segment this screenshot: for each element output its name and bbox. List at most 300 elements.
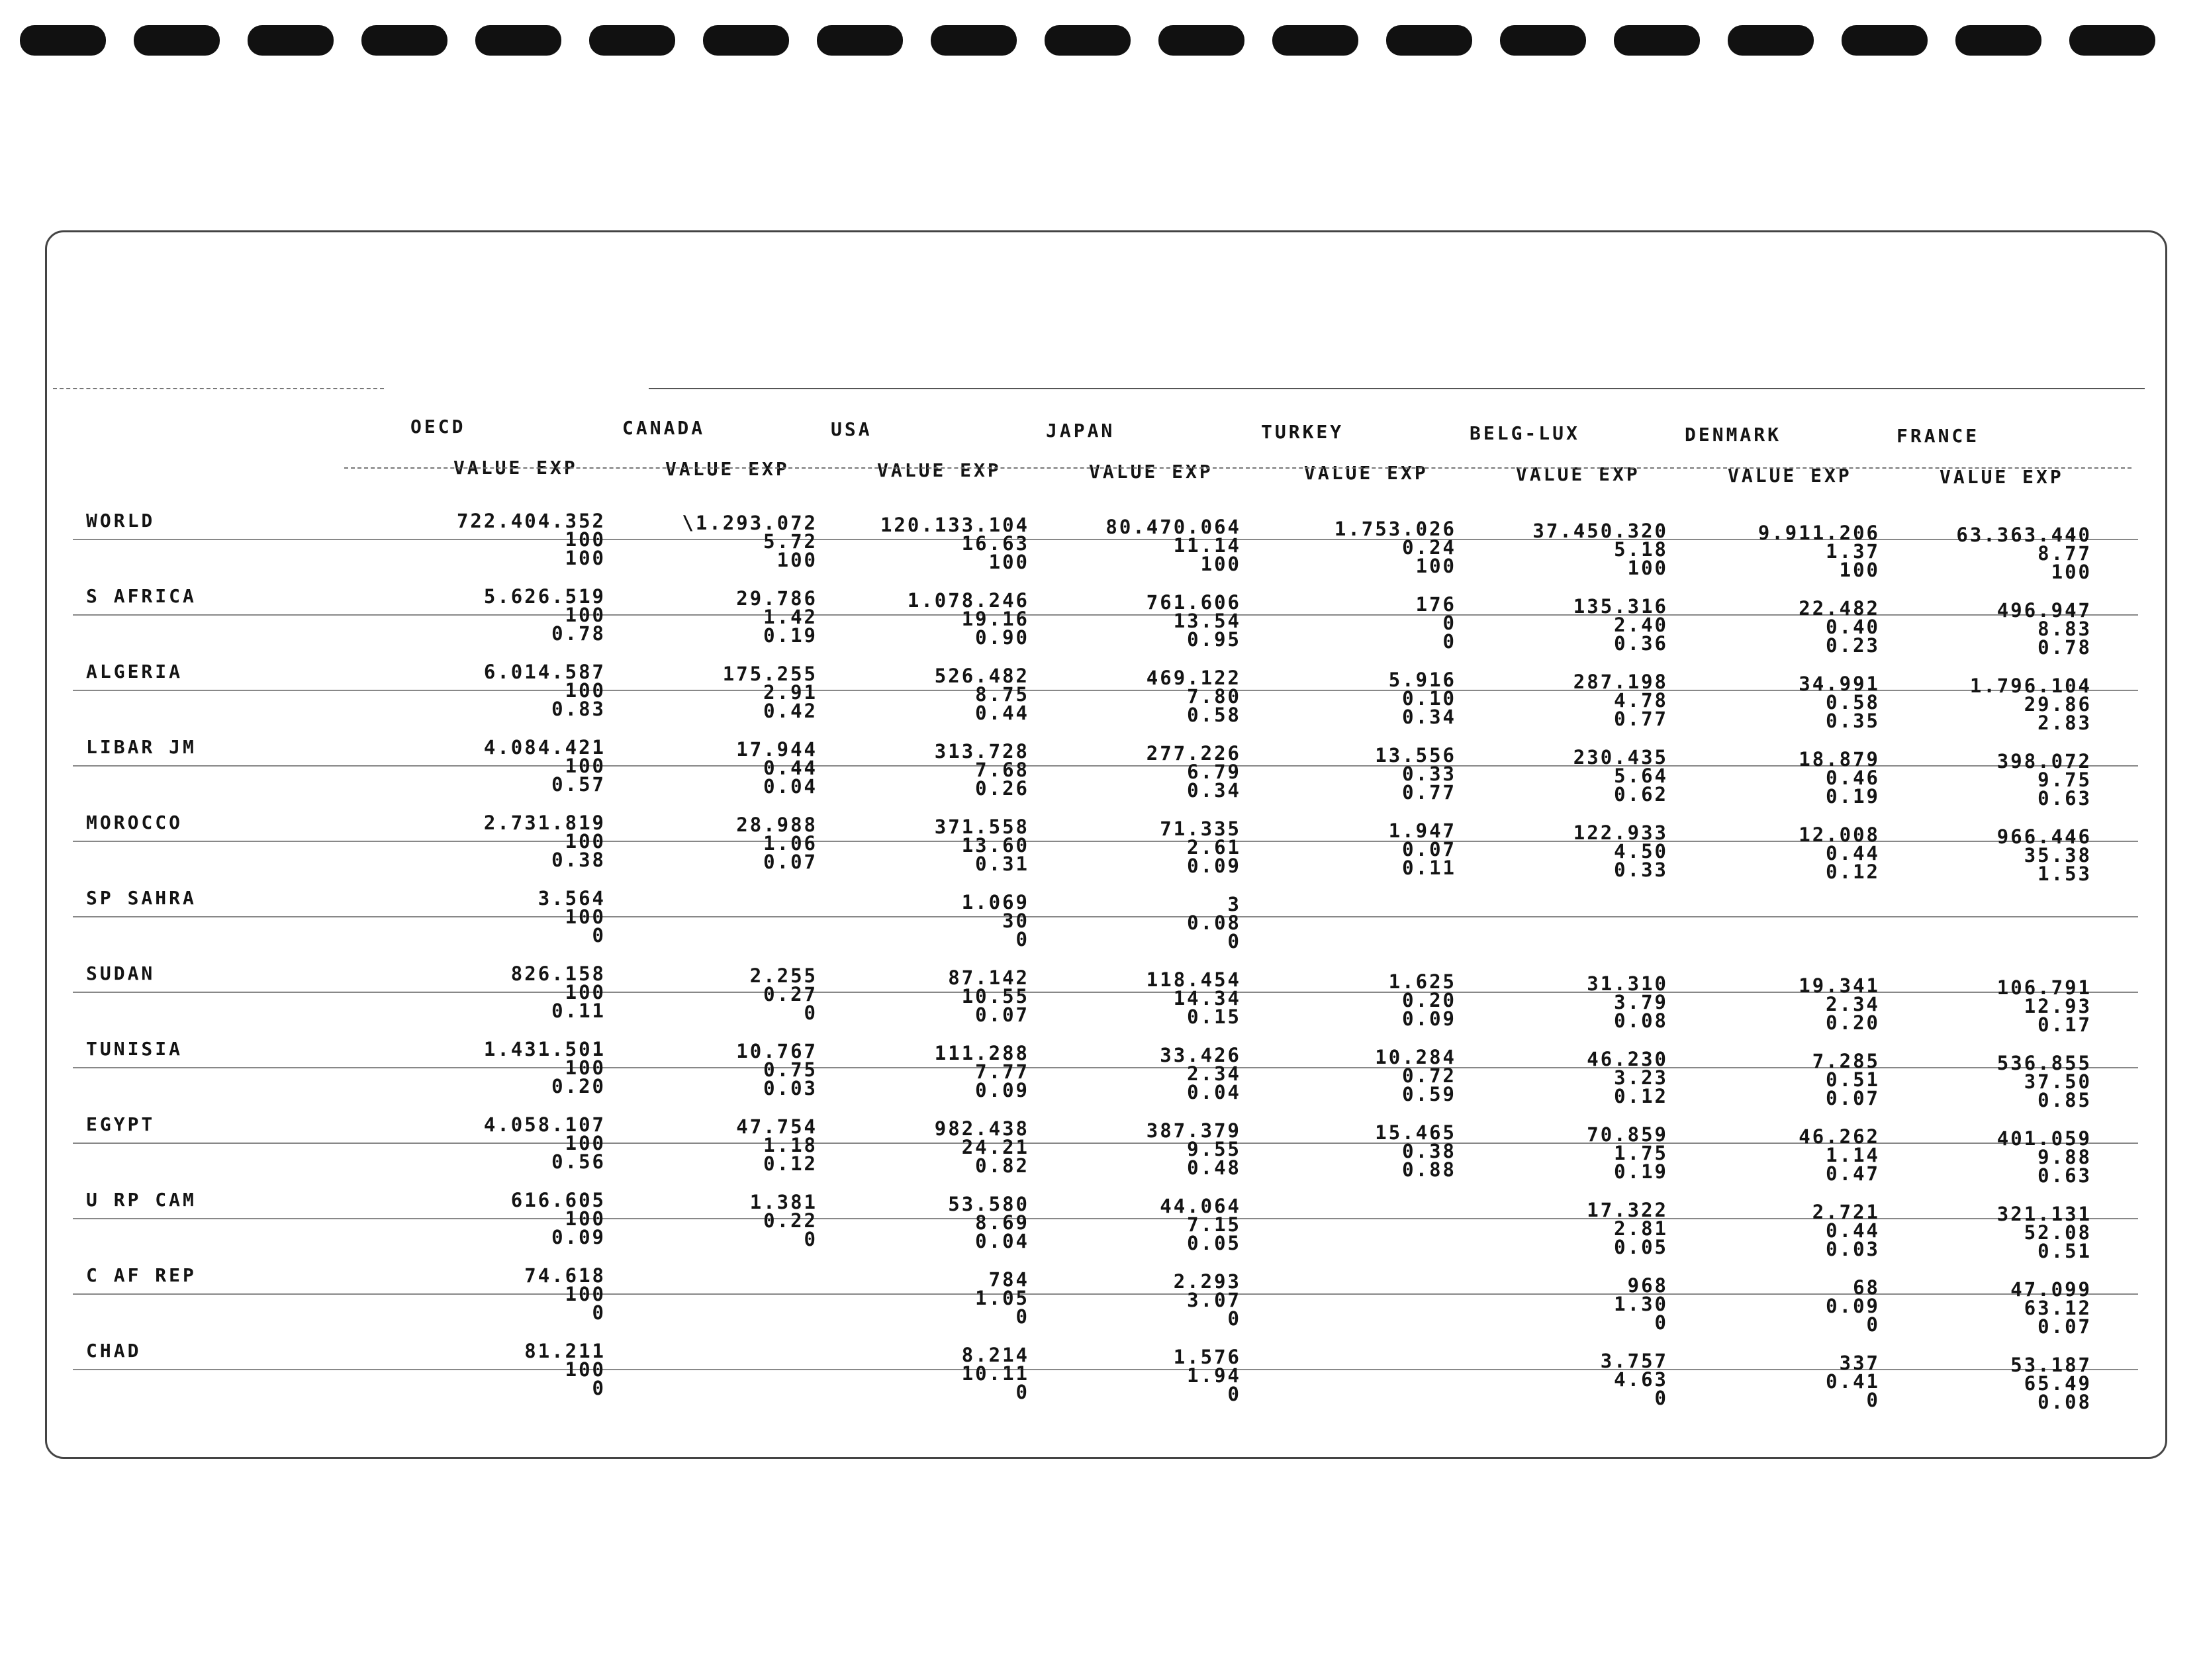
share-of-reporter: 0.35	[1826, 710, 1880, 732]
share-of-partner: 9.75	[2037, 769, 2092, 791]
export-value: 10.284	[1375, 1046, 1456, 1068]
share-of-partner: 2.40	[1614, 614, 1668, 636]
export-value: 1.381	[749, 1191, 818, 1213]
share-of-partner: 9.55	[1187, 1138, 1241, 1160]
share-of-reporter: 0.59	[1402, 1083, 1456, 1105]
perforation-hole	[1500, 25, 1586, 56]
export-value: 122.933	[1573, 821, 1668, 844]
share-of-reporter: 0.34	[1402, 706, 1456, 728]
share-of-partner: 11.14	[1173, 534, 1241, 557]
export-value: 120.133.104	[880, 514, 1029, 536]
export-value: 722.404.352	[456, 510, 606, 532]
share-of-reporter: 0.62	[1614, 783, 1668, 806]
share-of-partner: 7.68	[975, 759, 1029, 781]
perforation-hole	[134, 25, 220, 56]
export-value: 1.069	[961, 891, 1029, 913]
partner-country: CHAD	[86, 1340, 142, 1362]
share-of-reporter: 0.23	[1826, 634, 1880, 657]
export-value: 31.310	[1587, 972, 1668, 995]
share-of-reporter: 0.77	[1614, 708, 1668, 730]
share-of-partner: 3.79	[1614, 991, 1668, 1013]
share-of-reporter: 0.78	[2037, 636, 2092, 659]
share-of-partner: 1.18	[763, 1134, 818, 1156]
share-of-reporter: 0.20	[551, 1075, 606, 1097]
share-of-partner: 100	[565, 981, 606, 1003]
export-value: 1.796.104	[1969, 675, 2092, 697]
partner-country: TUNISIA	[86, 1038, 183, 1060]
share-of-partner: 0.40	[1826, 616, 1880, 638]
perforation-hole	[1158, 25, 1244, 56]
share-of-reporter: 0.07	[763, 851, 818, 873]
partner-country: SUDAN	[86, 962, 156, 984]
share-of-partner: 5.64	[1614, 765, 1668, 787]
export-value: 1.576	[1173, 1346, 1241, 1368]
share-of-partner: 24.21	[961, 1136, 1029, 1158]
share-of-reporter: 0.33	[1614, 859, 1668, 881]
share-of-reporter: 0.11	[551, 1000, 606, 1022]
share-of-reporter: 0.09	[975, 1079, 1029, 1101]
partner-country: U RP CAM	[86, 1189, 197, 1211]
share-of-reporter: 0.48	[1187, 1156, 1241, 1179]
export-value: 966.446	[1996, 825, 2092, 848]
share-of-partner: 8.75	[975, 683, 1029, 706]
share-of-partner: 1.06	[763, 832, 818, 855]
share-of-reporter: 0.11	[1402, 857, 1456, 879]
export-value: 68	[1853, 1276, 1880, 1299]
reporting-country-oecd: OECD	[410, 416, 466, 438]
share-of-partner: 13.60	[961, 834, 1029, 857]
share-of-reporter: 0.36	[1614, 632, 1668, 655]
export-value: 71.335	[1160, 817, 1241, 840]
export-value: 70.859	[1587, 1123, 1668, 1146]
share-of-reporter: 0.09	[551, 1226, 606, 1248]
export-value: 287.198	[1573, 671, 1668, 693]
share-of-reporter: 0	[592, 1377, 606, 1399]
share-of-partner: 9.88	[2037, 1146, 2092, 1168]
value-exp-header: VALUE EXP	[453, 457, 578, 479]
share-of-partner: 2.34	[1826, 993, 1880, 1015]
export-value: 2.721	[1812, 1201, 1880, 1223]
perforation-hole	[361, 25, 447, 56]
export-value: 337	[1839, 1352, 1880, 1374]
reporting-country-japan: JAPAN	[1046, 420, 1115, 442]
share-of-partner: 8.69	[975, 1211, 1029, 1234]
export-value: 175.255	[722, 663, 818, 685]
export-value: 5.916	[1388, 669, 1456, 691]
share-of-reporter: 0.51	[2037, 1240, 2092, 1262]
export-value: 22.482	[1799, 597, 1880, 620]
share-of-reporter: 0.57	[551, 773, 606, 796]
share-of-reporter: 100	[1627, 557, 1668, 579]
perforation-hole	[1045, 25, 1131, 56]
perforation-hole	[931, 25, 1017, 56]
perforation-hole	[475, 25, 561, 56]
share-of-partner: 6.79	[1187, 761, 1241, 783]
partner-country: MOROCCO	[86, 812, 183, 833]
perforation-strip	[20, 25, 2198, 58]
share-of-partner: 0.09	[1826, 1295, 1880, 1317]
share-of-reporter: 0.83	[551, 698, 606, 720]
export-value: 1.431.501	[483, 1038, 606, 1060]
share-of-reporter: 0.15	[1187, 1005, 1241, 1028]
share-of-partner: 7.15	[1187, 1213, 1241, 1236]
export-value: 63.363.440	[1956, 524, 2092, 546]
share-of-reporter: 0	[804, 1002, 818, 1024]
partner-country: WORLD	[86, 510, 156, 532]
share-of-reporter: 100	[2051, 561, 2092, 583]
share-of-partner: 0.44	[1826, 1219, 1880, 1242]
share-of-reporter: 0	[1866, 1313, 1880, 1336]
share-of-reporter: 0.77	[1402, 781, 1456, 804]
share-of-reporter: 100	[776, 549, 818, 571]
export-value: 53.580	[948, 1193, 1029, 1215]
share-of-reporter: 0.88	[1402, 1158, 1456, 1181]
share-of-partner: 2.81	[1614, 1217, 1668, 1240]
share-of-partner: 10.55	[961, 985, 1029, 1007]
export-value: 37.450.320	[1532, 520, 1668, 542]
share-of-reporter: 0.90	[975, 626, 1029, 649]
share-of-partner: 10.11	[961, 1362, 1029, 1385]
share-of-partner: 7.77	[975, 1060, 1029, 1083]
share-of-partner: 19.16	[961, 608, 1029, 630]
share-of-partner: 0.44	[763, 757, 818, 779]
export-value: 371.558	[934, 816, 1029, 838]
share-of-partner: 12.93	[2024, 995, 2092, 1017]
share-of-partner: 0.44	[1826, 842, 1880, 864]
share-of-reporter: 0.34	[1187, 779, 1241, 802]
reporting-country-turkey: TURKEY	[1261, 421, 1344, 443]
perforation-hole	[1614, 25, 1700, 56]
share-of-reporter: 0.19	[763, 624, 818, 647]
reporting-country-belg-lux: BELG-LUX	[1470, 422, 1580, 444]
export-value: 15.465	[1375, 1121, 1456, 1144]
share-of-reporter: 0.17	[2037, 1013, 2092, 1036]
export-value: 80.470.064	[1105, 516, 1241, 538]
share-of-partner: 1.37	[1826, 540, 1880, 563]
export-value: 8.214	[961, 1344, 1029, 1366]
export-value: 29.786	[736, 587, 818, 610]
share-of-reporter: 0.04	[1187, 1081, 1241, 1103]
perforation-hole	[1955, 25, 2041, 56]
share-of-partner: 4.78	[1614, 689, 1668, 712]
share-of-reporter: 2.83	[2037, 712, 2092, 734]
perforation-hole	[817, 25, 903, 56]
export-value: 230.435	[1573, 746, 1668, 769]
share-of-partner: 0.58	[1826, 691, 1880, 714]
share-of-reporter: 100	[1839, 559, 1880, 581]
export-value: 4.084.421	[483, 736, 606, 759]
share-of-partner: 65.49	[2024, 1372, 2092, 1395]
perforation-hole	[1728, 25, 1814, 56]
share-of-reporter: 0	[1227, 930, 1241, 953]
share-of-reporter: 100	[1415, 555, 1456, 577]
perforation-hole	[2069, 25, 2155, 56]
export-value: 398.072	[1996, 750, 2092, 772]
share-of-partner: 0.33	[1402, 763, 1456, 785]
share-of-reporter: 0.07	[975, 1003, 1029, 1026]
share-of-reporter: 0.78	[551, 622, 606, 645]
export-value: 111.288	[934, 1042, 1029, 1064]
share-of-partner: 4.50	[1614, 840, 1668, 863]
share-of-reporter: 0.85	[2037, 1089, 2092, 1111]
export-value: 5.626.519	[483, 585, 606, 608]
value-exp-header: VALUE EXP	[665, 458, 790, 480]
share-of-reporter: 0.04	[763, 775, 818, 798]
export-value: 761.606	[1146, 591, 1241, 614]
share-of-partner: 0	[1442, 612, 1456, 634]
share-of-reporter: 0.42	[763, 700, 818, 722]
share-of-reporter: 0	[1015, 1381, 1029, 1403]
export-value: 784	[988, 1268, 1029, 1291]
share-of-reporter: 0	[1227, 1307, 1241, 1330]
share-of-partner: 35.38	[2024, 844, 2092, 866]
export-value: 46.262	[1799, 1125, 1880, 1148]
share-of-reporter: 0.63	[2037, 1164, 2092, 1187]
share-of-partner: 37.50	[2024, 1070, 2092, 1093]
share-of-reporter: 0.08	[1614, 1009, 1668, 1032]
export-value: 17.944	[736, 738, 818, 761]
partner-country: S AFRICA	[86, 585, 197, 607]
share-of-partner: 0.24	[1402, 536, 1456, 559]
share-of-partner: 1.42	[763, 606, 818, 628]
share-of-partner: 8.83	[2037, 618, 2092, 640]
export-value: 313.728	[934, 740, 1029, 763]
perforation-hole	[1842, 25, 1928, 56]
export-value: 3.757	[1600, 1350, 1668, 1372]
share-of-partner: 100	[565, 1283, 606, 1305]
value-exp-header: VALUE EXP	[1304, 462, 1428, 484]
share-of-partner: 14.34	[1173, 987, 1241, 1009]
export-value: 321.131	[1996, 1203, 2092, 1225]
share-of-reporter: 0.82	[975, 1154, 1029, 1177]
export-value: 536.855	[1996, 1052, 2092, 1074]
share-of-partner: 2.61	[1187, 836, 1241, 859]
share-of-reporter: 0.58	[1187, 704, 1241, 726]
partner-country: SP SAHRA	[86, 887, 197, 909]
share-of-partner: 30	[1002, 910, 1029, 932]
share-of-reporter: 0	[1866, 1389, 1880, 1411]
export-value: 968	[1627, 1274, 1668, 1297]
share-of-reporter: 0.56	[551, 1150, 606, 1173]
export-value: 81.211	[524, 1340, 606, 1362]
share-of-reporter: 0	[1227, 1383, 1241, 1405]
share-of-reporter: 0	[592, 924, 606, 947]
share-of-partner: 100	[565, 679, 606, 702]
export-value: 28.988	[736, 814, 818, 836]
partner-country: LIBAR JM	[86, 736, 197, 758]
share-of-partner: 16.63	[961, 532, 1029, 555]
export-value: 277.226	[1146, 742, 1241, 765]
share-of-reporter: 0	[804, 1228, 818, 1250]
value-exp-header: VALUE EXP	[1516, 463, 1640, 485]
export-value: 135.316	[1573, 595, 1668, 618]
export-value: \1.293.072	[682, 512, 818, 534]
share-of-reporter: 0.04	[975, 1230, 1029, 1252]
share-of-reporter: 0.03	[1826, 1238, 1880, 1260]
export-value: 34.991	[1799, 673, 1880, 695]
share-of-reporter: 0.19	[1614, 1160, 1668, 1183]
share-of-partner: 3.23	[1614, 1066, 1668, 1089]
export-value: 2.731.819	[483, 812, 606, 834]
share-of-partner: 1.05	[975, 1287, 1029, 1309]
share-of-partner: 0.08	[1187, 911, 1241, 934]
share-of-partner: 5.18	[1614, 538, 1668, 561]
export-value: 53.187	[2010, 1354, 2092, 1376]
share-of-partner: 5.72	[763, 530, 818, 553]
share-of-partner: 2.91	[763, 681, 818, 704]
perforation-hole	[20, 25, 106, 56]
share-of-partner: 0.22	[763, 1209, 818, 1232]
share-of-reporter: 0	[1442, 630, 1456, 653]
share-of-reporter: 0	[1654, 1387, 1668, 1409]
share-of-partner: 0.38	[1402, 1140, 1456, 1162]
share-of-reporter: 100	[565, 547, 606, 569]
share-of-reporter: 0.09	[1402, 1007, 1456, 1030]
share-of-partner: 0.27	[763, 983, 818, 1005]
export-value: 19.341	[1799, 974, 1880, 997]
share-of-partner: 0.72	[1402, 1064, 1456, 1087]
export-value: 12.008	[1799, 823, 1880, 846]
reporting-country-canada: CANADA	[622, 417, 706, 439]
reporting-country-denmark: DENMARK	[1685, 424, 1782, 445]
share-of-reporter: 0.03	[763, 1077, 818, 1099]
share-of-reporter: 0.95	[1187, 628, 1241, 651]
export-value: 6.014.587	[483, 661, 606, 683]
perforation-hole	[1272, 25, 1358, 56]
share-of-reporter: 1.53	[2037, 863, 2092, 885]
share-of-partner: 1.14	[1826, 1144, 1880, 1166]
export-value: 2.293	[1173, 1270, 1241, 1293]
share-of-partner: 8.77	[2037, 542, 2092, 565]
share-of-partner: 0.41	[1826, 1370, 1880, 1393]
share-of-partner: 13.54	[1173, 610, 1241, 632]
export-value: 982.438	[934, 1117, 1029, 1140]
share-of-partner: 4.63	[1614, 1368, 1668, 1391]
share-of-partner: 52.08	[2024, 1221, 2092, 1244]
export-value: 496.947	[1996, 599, 2092, 622]
share-of-reporter: 0.09	[1187, 855, 1241, 877]
export-value: 401.059	[1996, 1127, 2092, 1150]
export-value: 17.322	[1587, 1199, 1668, 1221]
value-exp-header: VALUE EXP	[1940, 466, 2064, 488]
share-of-partner: 3.07	[1187, 1289, 1241, 1311]
share-of-partner: 100	[565, 906, 606, 928]
reporting-country-france: FRANCE	[1897, 425, 1980, 447]
share-of-reporter: 100	[1200, 553, 1241, 575]
export-value: 9.911.206	[1757, 522, 1880, 544]
export-value: 1.078.246	[907, 589, 1029, 612]
share-of-reporter: 0.26	[975, 777, 1029, 800]
share-of-partner: 2.34	[1187, 1062, 1241, 1085]
share-of-reporter: 0.08	[2037, 1391, 2092, 1413]
share-of-reporter: 0.12	[1826, 861, 1880, 883]
share-of-partner: 1.75	[1614, 1142, 1668, 1164]
partner-country: C AF REP	[86, 1264, 197, 1286]
share-of-partner: 29.86	[2024, 693, 2092, 716]
export-value: 13.556	[1375, 744, 1456, 767]
export-value: 47.099	[2010, 1278, 2092, 1301]
export-value: 4.058.107	[483, 1113, 606, 1136]
value-exp-header: VALUE EXP	[877, 459, 1002, 481]
export-value: 33.426	[1160, 1044, 1241, 1066]
partner-country: ALGERIA	[86, 661, 183, 682]
share-of-reporter: 0.63	[2037, 787, 2092, 810]
share-of-partner: 63.12	[2024, 1297, 2092, 1319]
share-of-partner: 100	[565, 528, 606, 551]
export-value: 44.064	[1160, 1195, 1241, 1217]
value-exp-header: VALUE EXP	[1728, 465, 1852, 487]
share-of-reporter: 0.05	[1187, 1232, 1241, 1254]
value-exp-header: VALUE EXP	[1089, 461, 1213, 483]
share-of-reporter: 0.47	[1826, 1162, 1880, 1185]
share-of-partner: 100	[565, 1207, 606, 1230]
export-value: 526.482	[934, 665, 1029, 687]
export-value: 106.791	[1996, 976, 2092, 999]
share-of-partner: 1.94	[1187, 1364, 1241, 1387]
export-value: 176	[1415, 593, 1456, 616]
share-of-partner: 0.46	[1826, 767, 1880, 789]
perforation-hole	[703, 25, 789, 56]
export-value: 3	[1227, 893, 1241, 915]
reporting-country-usa: USA	[831, 418, 872, 440]
share-of-partner: 100	[565, 604, 606, 626]
share-of-reporter: 0.38	[551, 849, 606, 871]
share-of-reporter: 0.12	[1614, 1085, 1668, 1107]
share-of-partner: 1.30	[1614, 1293, 1668, 1315]
share-of-reporter: 100	[988, 551, 1029, 573]
share-of-reporter: 0	[592, 1301, 606, 1324]
export-value: 3.564	[538, 887, 606, 910]
export-value: 826.158	[510, 962, 606, 985]
share-of-reporter: 0.12	[763, 1152, 818, 1175]
export-value: 47.754	[736, 1115, 818, 1138]
export-value: 18.879	[1799, 748, 1880, 770]
export-value: 387.379	[1146, 1119, 1241, 1142]
subheader-divider	[344, 467, 2131, 469]
share-of-partner: 7.80	[1187, 685, 1241, 708]
share-of-partner: 100	[565, 830, 606, 853]
header-divider	[53, 388, 384, 389]
share-of-partner: 0.10	[1402, 687, 1456, 710]
export-value: 74.618	[524, 1264, 606, 1287]
share-of-partner: 100	[565, 1056, 606, 1079]
export-value: 2.255	[749, 964, 818, 987]
share-of-reporter: 0.19	[1826, 785, 1880, 808]
share-of-reporter: 0	[1654, 1311, 1668, 1334]
header-divider	[649, 388, 2145, 389]
share-of-reporter: 0.31	[975, 853, 1029, 875]
export-value: 7.285	[1812, 1050, 1880, 1072]
export-value: 469.122	[1146, 667, 1241, 689]
share-of-partner: 100	[565, 1358, 606, 1381]
export-value: 1.753.026	[1334, 518, 1456, 540]
export-value: 87.142	[948, 966, 1029, 989]
share-of-partner: 100	[565, 755, 606, 777]
export-value: 1.625	[1388, 970, 1456, 993]
perforation-hole	[589, 25, 675, 56]
share-of-partner: 0.51	[1826, 1068, 1880, 1091]
partner-country: EGYPT	[86, 1113, 156, 1135]
export-value: 118.454	[1146, 968, 1241, 991]
perforation-hole	[248, 25, 334, 56]
export-value: 1.947	[1388, 819, 1456, 842]
export-value: 46.230	[1587, 1048, 1668, 1070]
export-value: 10.767	[736, 1040, 818, 1062]
share-of-partner: 0.07	[1402, 838, 1456, 861]
share-of-reporter: 0.07	[1826, 1087, 1880, 1109]
share-of-partner: 100	[565, 1132, 606, 1154]
perforation-hole	[1386, 25, 1472, 56]
